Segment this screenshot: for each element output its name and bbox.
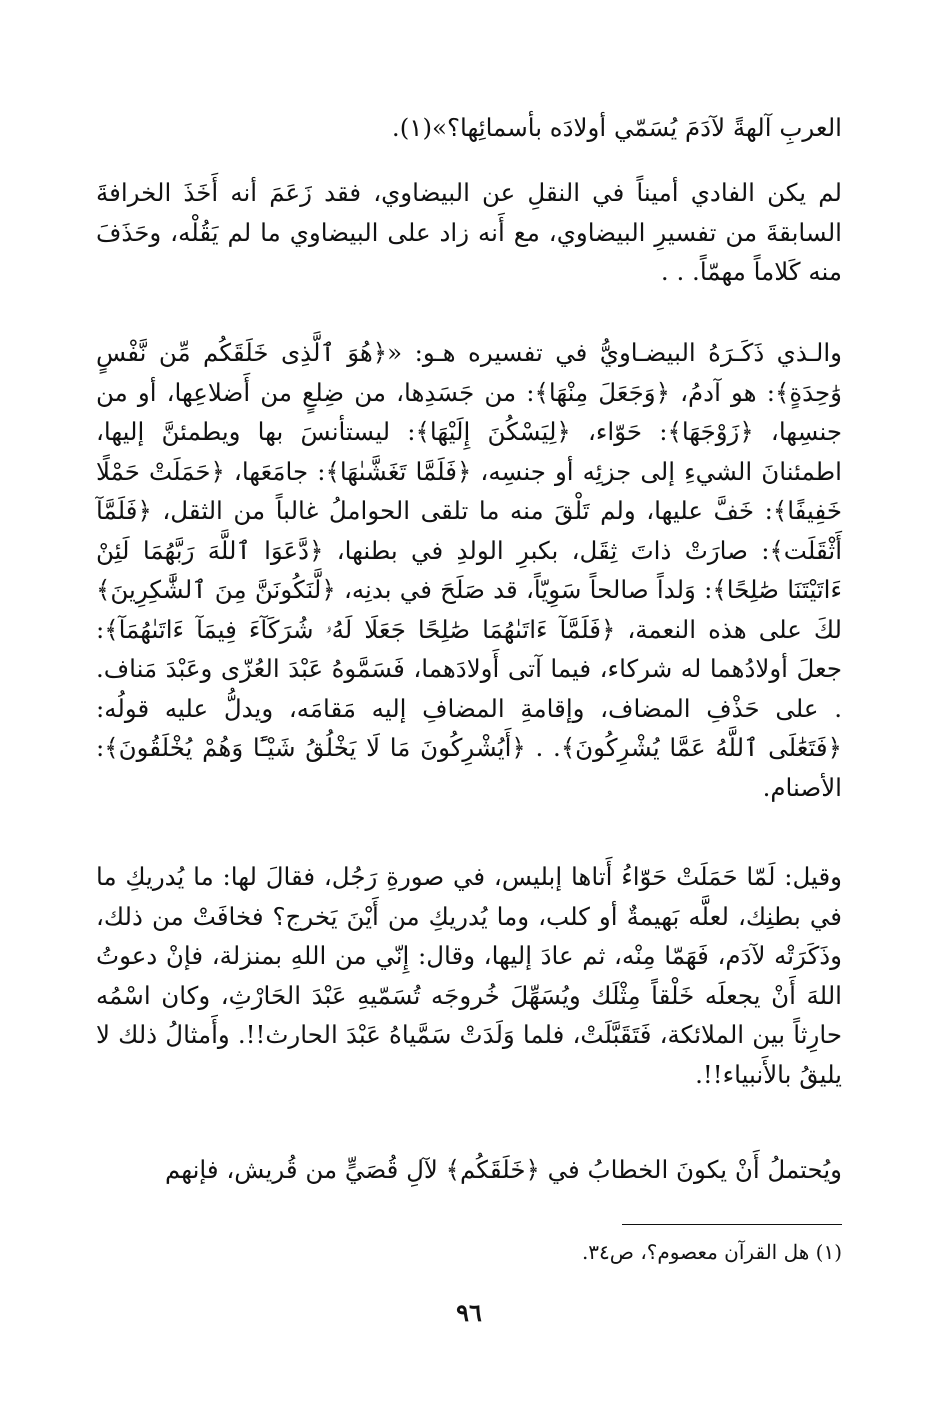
paragraph-quraysh: ويُحتملُ أَنْ يكونَ الخطابُ في ﴿خَلَقَكُم﴾ لآلِ قُصَيٍّ من قُريش، فإنهم <box>164 1155 842 1184</box>
paragraph-continuation: العربِ آلهةً لآدَمَ يُسَمّي أولادَه بأسمائِها؟»(١). <box>391 113 842 142</box>
book-page <box>96 0 842 1402</box>
paragraph-iblis-story: وقيل: لَمّا حَمَلَتْ حَوّاءُ أَتاها إبليس، في صورةِ رَجُل، فقالَ لها: ما يُدريكِ ما في بطنِك، لعلَّه بَهيمةٌ أو كلب، وما يُدريكِ من أَيْنَ يَخرج؟ فخافَتْ من ذلك، وذَكَرَتْه لآدَم، فَهَمّا مِنْه، ثم عادَ إليها، وقال: إِنّي من اللهِ بمنزلة، فإنْ دعوتُ اللهَ أَنْ يجعلَه خَلْقاً مِثْلَك ويُسَهِّلَ خُروجَه تُسَمّيهِ عَبْدَ الحَارْثِ، وكان اسْمُه حارِثاً بين الملائكة، فَتَقَبَّلَتْ، فلما وَلَدَتْ سَمَّياهُ عَبْدَ الحارث!!. وأَمثالُ ذلك لا يليقُ بالأَنبياء!!. <box>96 862 842 1089</box>
footnote: (١) هل القرآن معصوم؟، ص٣٤. <box>581 1240 842 1264</box>
page-number: ٩٦ <box>456 1298 482 1327</box>
paragraph-critique: لم يكن الفادي أميناً في النقلِ عن البيضاوي، فقد زَعَمَ أنه أَخَذَ الخرافةَ السابقةَ من تفسيرِ البيضاوي، مع أَنه زاد على البيضاوي ما لم يَقُلْه، وحَذَفَ منه كَلاماً مهمّاً. . . <box>96 178 842 286</box>
paragraph-baydawi-quote: والـذي ذَكَـرَهُ البيضـاويُّ في تفسيره هـو: «﴿هُوَ ٱلَّذِى خَلَقَكُم مِّن نَّفْسٍ وَٰحِدَةٍ﴾: هو آدمُ، ﴿وَجَعَلَ مِنْهَا﴾: من جَسَدِها، من ضِلعٍ من أَضلاعِها، أو من جنسِها، ﴿زَوْجَهَا﴾: حَوّاء، ﴿لِيَسْكُنَ إِلَيْهَا﴾: ليستأنسَ بها ويطمئنَّ إليها، اطمئنانَ الشيءِ إلى جزئِه أو جنسِه، ﴿فَلَمَّا تَغَشَّىٰهَا﴾: جامَعَها، ﴿حَمَلَتْ حَمْلًا خَفِيفًا﴾: خَفَّ عليها، ولم تَلْقَ منه ما تلقى الحواملُ غالباً من الثقل، ﴿فَلَمَّآ أَثْقَلَت﴾: صارَتْ ذاتَ ثِقَل، بكبرِ الولدِ في بطنها، ﴿دَّعَوَا ٱللَّهَ رَبَّهُمَا لَئِنْ ءَاتَيْتَنَا صَٰلِحًا﴾: وَلداً صالحاً سَوِيّاً، قد صَلَحَ في بدنِه، ﴿لَّنَكُونَنَّ مِنَ ٱلشَّٰكِرِينَ﴾ لكَ على هذه النعمة، ﴿فَلَمَّآ ءَاتَىٰهُمَا صَٰلِحًا جَعَلَا لَهُۥ شُرَكَآءَ فِيمَآ ءَاتَىٰهُمَآ﴾: جعلَ أولادُهما له شركاء، فيما آتى أَولادَهما، فَسَمَّوهُ عَبْدَ العُزّى وعَبْدَ مَناف. . على حَذْفِ المضاف، وإقامةِ المضافِ إليه مَقامَه، ويدلُّ عليه قولُه: ﴿فَتَعَٰلَى ٱللَّهُ عَمَّا يُشْرِكُونَ﴾. . ﴿أَيُشْرِكُونَ مَا لَا يَخْلُقُ شَيْـًٔا وَهُمْ يُخْلَقُونَ﴾: الأصنام. <box>96 338 842 802</box>
footnote-divider <box>622 1224 842 1225</box>
